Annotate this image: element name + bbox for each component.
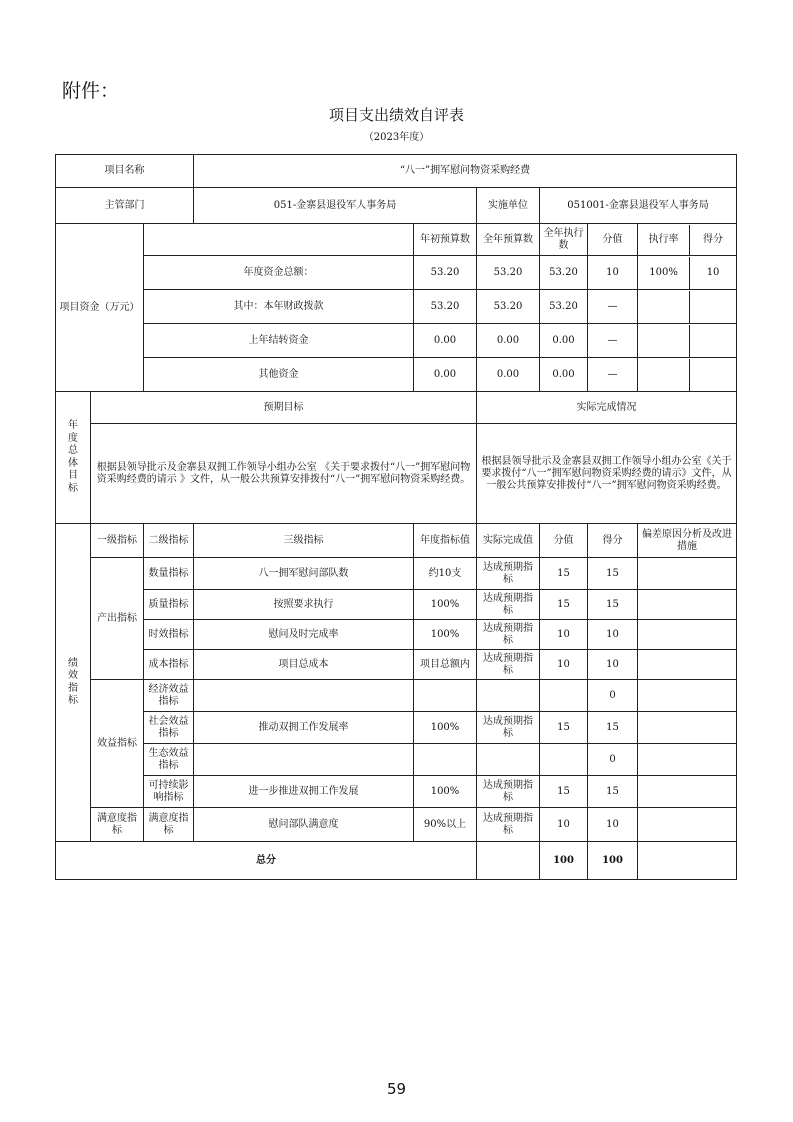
total-label: 总分 — [56, 842, 477, 880]
funds-row-annual: 53.20 — [477, 256, 540, 290]
perf-row-note — [638, 590, 737, 620]
perf-row-l3 — [194, 744, 414, 776]
perf-row-score-value: 15 — [540, 558, 588, 590]
funds-row — [56, 324, 737, 358]
perf-row-score-value: 10 — [540, 650, 588, 680]
dept-value: 051-金寨县退役军人事务局 — [194, 188, 477, 224]
perf-header-l1: 一级指标 — [91, 524, 144, 558]
perf-row-l3: 进一步推进双拥工作发展 — [194, 776, 414, 808]
attachment-label: 附件： — [62, 80, 120, 102]
perf-row — [56, 808, 737, 842]
funds-row-annual: 0.00 — [477, 324, 540, 358]
perf-row — [56, 744, 737, 776]
page-title: 项目支出绩效自评表 — [328, 106, 464, 124]
funds-row-exec: 53.20 — [540, 256, 588, 290]
funds-row-rate — [638, 359, 690, 391]
funds-row-name: 上年结转资金 — [144, 324, 414, 358]
perf-row-score: 15 — [588, 558, 638, 590]
perf-group-output: 产出指标 — [91, 558, 144, 680]
perf-row-note — [638, 558, 737, 590]
perf-group-satisfaction: 满意度指标 — [91, 808, 144, 842]
year-subtitle: （2023年度） — [363, 132, 430, 143]
funds-row-initial: 0.00 — [414, 324, 477, 358]
funds-row-annual: 53.20 — [477, 290, 540, 324]
perf-row — [56, 558, 737, 590]
perf-row-note — [638, 620, 737, 650]
perf-row — [56, 620, 737, 650]
perf-row-target: 约10支 — [414, 558, 477, 590]
perf-row-score: 15 — [588, 712, 638, 744]
funds-row-name: 其他资金 — [144, 358, 414, 392]
perf-header-l3: 三级指标 — [194, 524, 414, 558]
funds-row-score-value: — — [588, 290, 638, 324]
funds-row — [56, 358, 737, 392]
perf-row-l2: 社会效益指标 — [144, 712, 194, 744]
perf-header-actual: 实际完成值 — [477, 524, 540, 558]
perf-row-score: 15 — [588, 590, 638, 620]
perf-row-score-value — [540, 744, 588, 776]
goals-expected-text: 根据县领导批示及金寨县双拥工作领导小组办公室 《关于要求拨付“八一”拥军慰问物资采购经费的请示 》文件，从一般公共预算安排拨付“八一”拥军慰问物资采购经费。 — [91, 424, 477, 524]
funds-row-rate — [638, 325, 690, 357]
goals-actual-header: 实际完成情况 — [477, 392, 737, 424]
impl-label: 实施单位 — [477, 188, 540, 224]
perf-row-l2: 生态效益指标 — [144, 744, 194, 776]
funds-row — [56, 290, 737, 324]
perf-row-target: 100% — [414, 620, 477, 650]
goals-header-row — [56, 392, 737, 424]
funds-label-text: 项目资金（万元） — [59, 301, 140, 313]
funds-header-exec: 全年执行数 — [540, 224, 588, 256]
perf-row-score: 10 — [588, 620, 638, 650]
funds-row-split — [638, 291, 736, 323]
perf-header-score-value: 分值 — [540, 524, 588, 558]
funds-row-rate-score — [638, 290, 737, 324]
funds-row-initial: 53.20 — [414, 256, 477, 290]
funds-row-exec: 53.20 — [540, 290, 588, 324]
goals-label — [56, 392, 91, 524]
funds-row-score-value: — — [588, 358, 638, 392]
funds-row-initial: 53.20 — [414, 290, 477, 324]
perf-row-score-value: 15 — [540, 590, 588, 620]
page-number: 59 — [386, 1080, 407, 1098]
funds-row-initial: 0.00 — [414, 358, 477, 392]
goals-actual-text: 根据县领导批示及金寨县双拥工作领导小组办公室《关于要求拨付“八一”拥军慰问物资采购经费的请示》文件，从一般公共预算安排拨付“八一”拥军慰问物资采购经费。 — [477, 424, 737, 524]
department-row — [56, 188, 737, 224]
perf-row-l2: 数量指标 — [144, 558, 194, 590]
perf-row-l2: 时效指标 — [144, 620, 194, 650]
funds-row-score — [690, 291, 736, 323]
perf-row-actual: 达成预期指标 — [477, 808, 540, 842]
total-blank — [477, 842, 540, 880]
perf-row-l3: 慰问及时完成率 — [194, 620, 414, 650]
perf-label-text: 绩效指标 — [68, 657, 78, 706]
perf-label — [56, 524, 91, 842]
perf-header-l2: 二级指标 — [144, 524, 194, 558]
funds-row-score-value: 10 — [588, 256, 638, 290]
project-name-row — [56, 155, 737, 188]
perf-row-actual: 达成预期指标 — [477, 558, 540, 590]
funds-row-rate-score — [638, 256, 737, 290]
funds-header-score-value: 分值 — [588, 224, 638, 256]
funds-header-split — [638, 225, 736, 255]
perf-row-target: 项目总额内 — [414, 650, 477, 680]
dept-label: 主管部门 — [56, 188, 194, 224]
funds-row-exec: 0.00 — [540, 358, 588, 392]
perf-row-score-value: 10 — [540, 620, 588, 650]
perf-row-actual — [477, 680, 540, 712]
perf-row-note — [638, 744, 737, 776]
funds-row — [56, 256, 737, 290]
perf-row-l3 — [194, 680, 414, 712]
funds-row-rate — [638, 291, 690, 323]
funds-row-exec: 0.00 — [540, 324, 588, 358]
perf-row — [56, 650, 737, 680]
perf-row-score: 0 — [588, 680, 638, 712]
funds-header-score: 得分 — [703, 233, 724, 245]
perf-row-l2: 满意度指标 — [144, 808, 194, 842]
perf-row-l2: 经济效益指标 — [144, 680, 194, 712]
perf-row-score-value — [540, 680, 588, 712]
perf-row-note — [638, 808, 737, 842]
perf-row-target — [414, 680, 477, 712]
funds-row-name: 年度资金总额： — [144, 256, 414, 290]
funds-row-annual: 0.00 — [477, 358, 540, 392]
funds-row-split — [638, 325, 736, 357]
perf-row-l3: 项目总成本 — [194, 650, 414, 680]
impl-value: 051001-金寨县退役军人事务局 — [540, 188, 737, 224]
perf-row-score: 15 — [588, 776, 638, 808]
perf-row-score: 10 — [588, 808, 638, 842]
perf-row — [56, 776, 737, 808]
perf-row-l2: 成本指标 — [144, 650, 194, 680]
total-score-value: 100 — [540, 842, 588, 880]
perf-row-target: 100% — [414, 776, 477, 808]
perf-row-note — [638, 680, 737, 712]
total-note — [638, 842, 737, 880]
perf-header-row — [56, 524, 737, 558]
perf-row-actual: 达成预期指标 — [477, 776, 540, 808]
perf-row-target: 90%以上 — [414, 808, 477, 842]
perf-row-score-value: 15 — [540, 776, 588, 808]
funds-header-annual: 全年预算数 — [477, 224, 540, 256]
goals-content-row — [56, 424, 737, 524]
project-name-label: 项目名称 — [56, 155, 194, 188]
perf-row-actual: 达成预期指标 — [477, 620, 540, 650]
perf-row-l2: 质量指标 — [144, 590, 194, 620]
funds-header-rate: 执行率 — [638, 225, 690, 255]
total-row — [56, 842, 737, 880]
perf-row-note — [638, 776, 737, 808]
perf-row — [56, 712, 737, 744]
funds-label — [56, 224, 144, 392]
perf-row-l3: 八一拥军慰问部队数 — [194, 558, 414, 590]
perf-row-note — [638, 712, 737, 744]
perf-row-score: 0 — [588, 744, 638, 776]
funds-row-split — [638, 359, 736, 391]
project-name-value: “八一”拥军慰问物资采购经费 — [194, 155, 737, 188]
goals-label-text: 年度总体目标 — [68, 420, 78, 494]
funds-header-blank — [144, 224, 414, 256]
perf-row-actual: 达成预期指标 — [477, 590, 540, 620]
goals-expected-header: 预期目标 — [91, 392, 477, 424]
funds-row-rate-score — [638, 358, 737, 392]
funds-header-rate-score — [638, 224, 737, 256]
perf-row-l2: 可持续影响指标 — [144, 776, 194, 808]
perf-row-score: 10 — [588, 650, 638, 680]
funds-header-row — [56, 224, 737, 256]
funds-row-split — [638, 257, 736, 289]
perf-row-actual — [477, 744, 540, 776]
funds-row-rate-score — [638, 324, 737, 358]
perf-row-target: 100% — [414, 590, 477, 620]
total-score: 100 — [588, 842, 638, 880]
perf-row-score-value: 15 — [540, 712, 588, 744]
perf-row-note — [638, 650, 737, 680]
perf-row-l3: 慰问部队满意度 — [194, 808, 414, 842]
perf-row — [56, 590, 737, 620]
perf-row-actual: 达成预期指标 — [477, 650, 540, 680]
perf-row-actual: 达成预期指标 — [477, 712, 540, 744]
funds-row-score — [690, 325, 736, 357]
funds-header-initial: 年初预算数 — [414, 224, 477, 256]
perf-row-score-value: 10 — [540, 808, 588, 842]
funds-row-score — [690, 359, 736, 391]
perf-row-target — [414, 744, 477, 776]
funds-row-name: 其中：本年财政拨款 — [144, 290, 414, 324]
funds-row-rate: 100% — [638, 257, 690, 289]
perf-header-target: 年度指标值 — [414, 524, 477, 558]
perf-row-l3: 按照要求执行 — [194, 590, 414, 620]
performance-table — [55, 154, 737, 880]
perf-row — [56, 680, 737, 712]
perf-row-target: 100% — [414, 712, 477, 744]
funds-row-score: 10 — [706, 266, 720, 278]
funds-row-score-value: — — [588, 324, 638, 358]
perf-header-score: 得分 — [588, 524, 638, 558]
perf-header-note: 偏差原因分析及改进措施 — [638, 524, 737, 558]
perf-row-l3: 推动双拥工作发展率 — [194, 712, 414, 744]
perf-group-benefit: 效益指标 — [91, 680, 144, 808]
